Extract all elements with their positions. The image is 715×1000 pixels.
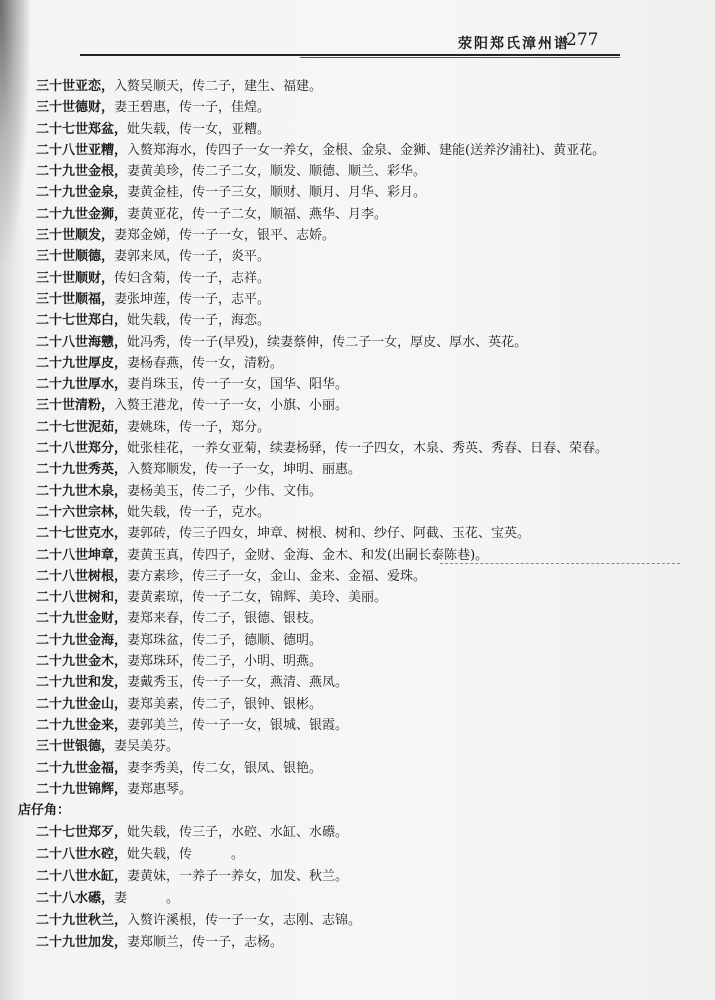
entry-name: 二十九世金海， — [36, 632, 128, 648]
entry-text: 妻黄亚花，传一子二女，顺福、燕华、月李。 — [127, 206, 388, 222]
entry-name: 三十世顺福， — [36, 291, 115, 307]
entry-line — [36, 97, 706, 118]
entry-line — [36, 694, 706, 715]
entry-line — [36, 140, 706, 161]
entry-name: 二十八世树和， — [36, 590, 128, 606]
entry-line — [36, 866, 706, 888]
entry-name: 三十世德财， — [36, 100, 115, 116]
page-header — [378, 30, 608, 54]
entry-text: 妻郑珠盆，传二子，德顺、德明。 — [127, 632, 323, 648]
entry-name: 二十八世树根， — [36, 568, 128, 584]
entry-text: 传妇含菊，传一子，志祥。 — [114, 270, 271, 286]
entry-line — [36, 779, 706, 800]
entry-line — [36, 844, 706, 866]
entry-text: 入赘吴顺天，传二子，建生、福建。 — [114, 79, 323, 94]
entry-text: 妻郑来春，传二子，银德、银枝。 — [127, 611, 323, 627]
entry-text: 妻李秀美，传二女，银凤、银艳。 — [127, 760, 323, 776]
entry-line — [36, 523, 706, 544]
entry-line — [36, 204, 706, 225]
entry-line — [36, 481, 706, 502]
entry-name: 二十九世金根， — [36, 164, 128, 180]
entry-name: 二十七世郑盆， — [36, 121, 128, 137]
underline-mark — [440, 563, 680, 565]
entry-name: 二十八世海戆， — [36, 334, 128, 350]
entry-line — [36, 566, 706, 587]
entry-line — [36, 910, 706, 932]
entry-line — [36, 374, 706, 395]
entry-text: 妻郭砖，传三子四女，坤章、树根、树和、纱仔、阿截、玉花、宝英。 — [127, 526, 531, 542]
entry-line — [36, 310, 706, 331]
entry-name: 二十九世锦辉， — [36, 781, 128, 797]
entry-name: 二十七世泥茹， — [36, 419, 128, 435]
entry-text: 妻郭来凤，传一子，炎平。 — [114, 249, 271, 265]
entry-line — [36, 76, 706, 97]
entry-name: 二十九世加发， — [36, 935, 128, 950]
entry-name: 二十九世金山， — [36, 696, 128, 712]
entry-text: 妻张坤莲，传一子，志平。 — [114, 291, 271, 307]
entry-name: 二十八世坤章， — [36, 547, 128, 563]
entry-name: 二十九世金狮， — [36, 206, 128, 222]
entry-name: 三十世银德， — [36, 739, 115, 755]
entry-name: 二十九世秀英， — [36, 462, 128, 478]
entry-line — [36, 502, 706, 523]
entry-text: 妻黄妹，一养子一养女，加发、秋兰。 — [127, 869, 349, 884]
genealogy-entries — [36, 76, 706, 800]
entry-text: 妻姚珠，传一子，郑分。 — [127, 419, 271, 435]
entry-text: 入赘许溪根，传一子一女，志刚、志锦。 — [127, 913, 362, 928]
entry-text: 妣冯秀，传一子(早殁)，续妻蔡伸，传二子一女，厚皮、厚水、英花。 — [127, 334, 528, 350]
page-number: 277 — [566, 30, 599, 50]
entry-text: 入赘王港龙，传一子一女，小旗、小丽。 — [114, 398, 349, 414]
entry-name: 二十七世郑歹， — [36, 825, 128, 840]
header-rule-secondary — [300, 57, 620, 58]
entry-text: 妻杨美玉，传二子，少伟、文伟。 — [127, 483, 323, 499]
entry-line — [36, 417, 706, 438]
entry-line — [36, 758, 706, 779]
section-title: 店仔角： — [18, 803, 71, 818]
entry-name: 二十八世郑分， — [36, 441, 128, 457]
entry-text: 妻郑惠琴。 — [127, 781, 193, 797]
entry-line — [36, 672, 706, 693]
entry-name: 三十世顺德， — [36, 249, 115, 265]
entry-name: 二十九世秋兰， — [36, 913, 128, 928]
entry-line — [36, 822, 706, 844]
entry-name: 二十八世亚糟， — [36, 142, 128, 158]
entry-line — [36, 395, 706, 416]
entry-name: 三十世顺发， — [36, 228, 115, 244]
entry-name: 二十九世金财， — [36, 611, 128, 627]
entry-line — [36, 225, 706, 246]
entry-text: 妻黄素琼，传一子二女，锦辉、美玲、美丽。 — [127, 590, 388, 606]
entry-name: 三十世顺财， — [36, 270, 115, 286]
entry-text: 妣失载，传一子，克水。 — [127, 504, 271, 520]
entry-name: 二十八水礤， — [36, 891, 115, 906]
header-rule — [80, 54, 620, 56]
entry-text: 妻黄玉真，传四子，金财、金海、金木、和发(出嗣长泰陈巷)。 — [127, 547, 489, 563]
entry-text: 妻戴秀玉，传一子一女，燕清、燕凤。 — [127, 675, 349, 691]
entry-line — [36, 161, 706, 182]
entry-text: 妣张桂花，一养女亚菊，续妻杨驿，传一子四女，木泉、秀英、秀春、日春、荣春。 — [127, 441, 609, 457]
entry-name: 二十七世克水， — [36, 526, 128, 542]
entry-line — [36, 182, 706, 203]
entry-name: 二十九世金来， — [36, 717, 128, 733]
entry-name: 二十九世厚水， — [36, 377, 128, 393]
entry-line — [36, 651, 706, 672]
entry-text: 妻方素珍，传三子一女，金山、金来、金福、爱珠。 — [127, 568, 427, 584]
entry-name: 二十八世水硿， — [36, 847, 128, 862]
entry-text: 入赘郑海水，传四子一女一养女，金根、金泉、金狮、建能(送养汐浦社)、黄亚花。 — [127, 142, 606, 158]
page-binding-shadow — [0, 0, 30, 260]
entry-name: 二十九世金木， — [36, 654, 128, 670]
entry-line — [36, 736, 706, 757]
entry-line — [36, 353, 706, 374]
entry-text: 妻吴美芬。 — [114, 739, 180, 755]
entry-name: 二十九世金福， — [36, 760, 128, 776]
entry-text: 妻郑金娣，传一子一女，银平、志娇。 — [114, 228, 336, 244]
entry-text: 妻杨春燕，传一女，清粉。 — [127, 355, 284, 371]
entry-line — [36, 715, 706, 736]
entry-name: 二十九世和发， — [36, 675, 128, 691]
entry-text: 妣失载，传一子，海恋。 — [127, 313, 271, 329]
entry-line — [36, 608, 706, 629]
entry-text: 妻郑珠环，传二子，小明、明燕。 — [127, 654, 323, 670]
entry-text: 妻郑顺兰，传一子，志杨。 — [127, 935, 284, 950]
entry-text: 妣失载，传 。 — [127, 847, 245, 862]
entry-text: 妻 。 — [114, 891, 180, 906]
entry-line — [36, 438, 706, 459]
entry-line — [36, 459, 706, 480]
entry-text: 妻王碧惠，传一子，佳煌。 — [114, 100, 271, 116]
entry-name: 三十世清粉， — [36, 398, 115, 414]
entry-text: 妣失载，传一女，亚糟。 — [127, 121, 271, 137]
entry-name: 二十九世厚皮， — [36, 355, 128, 371]
entry-text: 妻郭美兰，传一子一女，银城、银霞。 — [127, 717, 349, 733]
entry-text: 妻肖珠玉，传一子一女，国华、阳华。 — [127, 377, 349, 393]
entry-name: 三十世亚恋， — [36, 79, 115, 94]
entry-line — [36, 932, 706, 954]
entry-name: 二十八世水缸， — [36, 869, 128, 884]
entry-name: 二十七世郑白， — [36, 313, 128, 329]
entry-text: 入赘郑顺发，传一子一女，坤明、丽惠。 — [127, 462, 362, 478]
entry-name: 二十六世宗林， — [36, 504, 128, 520]
entry-name: 二十九世金泉， — [36, 185, 128, 201]
entry-name: 二十九世木泉， — [36, 483, 128, 499]
entry-line — [36, 587, 706, 608]
entry-line — [36, 332, 706, 353]
entry-line — [36, 246, 706, 267]
entry-text: 妻黄金桂，传一子三女，顺财、顺月、月华、彩月。 — [127, 185, 427, 201]
entry-line — [36, 119, 706, 140]
entry-line — [36, 268, 706, 289]
entry-line — [36, 289, 706, 310]
entry-text: 妻郑美素，传二子，银钟、银彬。 — [127, 696, 323, 712]
entry-line — [36, 630, 706, 651]
section-entries — [36, 822, 706, 954]
entry-text: 妻黄美珍，传二子二女，顺发、顺德、顺兰、彩华。 — [127, 164, 427, 180]
book-title: 荥阳郑氏漳州谱 — [458, 36, 570, 52]
entry-line — [36, 888, 706, 910]
entry-text: 妣失载，传三子，水硿、水缸、水礤。 — [127, 825, 349, 840]
